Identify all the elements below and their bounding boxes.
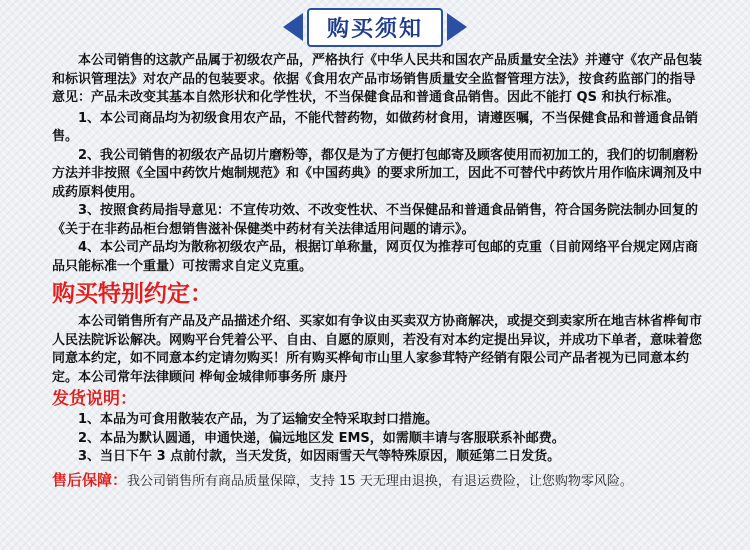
after-sales-text: 我公司销售所有商品质量保障，支持 15 天无理由退换，有退运费险，让您购物零风险。 [127,473,633,489]
after-sales [52,471,702,492]
special-agreement-text: 本公司销售所有产品及产品描述介绍、买家如有争议由买卖双方协商解决，或提交到卖家所在地吉林省桦甸市人民法院诉讼解决。网购平台凭着公平、自由、自愿的原则，若没有对本约定提出异议，并成功下单者，意味着您同意本约定，如不同意本约定请勿购买！所有购买桦甸市山里人家参茸特产经销有限公司产品者视为已同意本约定。本公司常年法律顾问 桦甸金城律师事务所 康丹 [52,314,703,385]
intro-paragraph: 本公司销售的这款产品属于初级农产品，严格执行《中华人民共和国农产品质量安全法》并遵守《农产品包装和标识管理法》对农产品的包装要求。依据《食用农产品市场销售质量安全监督管理方法》，按食药监部门的指导意见：产品未改变其基本自然形状和化学性状，不当保健食品和普通食品销售。因此不能打 QS 和执行标准。 [52,53,703,105]
shipping-item-3: 3、当日下午 3 点前付款，当天发货，如因雨雪天气等特殊原因，顺延第二日发货。 [78,449,561,464]
shipping-item-1: 1、本品为可食用散装农产品，为了运输安全特采取封口措施。 [78,412,439,427]
after-sales-label: 售后保障： [52,470,128,489]
header [0,6,750,48]
left-arrow-icon [283,13,303,41]
right-arrow-icon [447,13,467,41]
shipping-item-2: 2、本品为默认圆通，申通快递，偏远地区发 EMS，如需顺丰请与客服联系补邮费。 [78,430,565,446]
notice-item-3: 3、按照食药局指导意见：不宣传功效、不改变性状、不当保健品和普通食品销售，符合国务院法制办回复的《关于在非药品柜台想销售滋补保健类中药材有关法律适用问题的请示》。 [52,203,699,237]
notice-item-1: 1、本公司商品均为初级食用农产品，不能代替药物，如做药材食用，请遵医嘱，不当保健食品和普通食品销售。 [52,110,699,144]
notice-item-2: 2、我公司销售的初级农产品切片磨粉等，都仅是为了方便打包邮寄及顾客使用而初加工的，我们的切制磨粉方法并非按照《全国中药饮片炮制规范》和《中国药典》的要求所加工，因此不可替代中药饮片用作临床调剂及中成药原料使用。 [52,147,703,200]
title-banner [283,8,467,47]
special-agreement-heading: 购买特别约定： [52,281,213,307]
notice-item-4: 4、本公司产品均为散称初级农产品，根据订单称量，网页仅为推荐可包邮的克重（目前网络平台规定网店商品只能标准一个重量）可按需求自定义克重。 [52,240,699,274]
shipping-heading: 发货说明： [52,389,137,409]
notice-content [52,52,702,491]
page-title: 购买须知 [307,8,443,47]
